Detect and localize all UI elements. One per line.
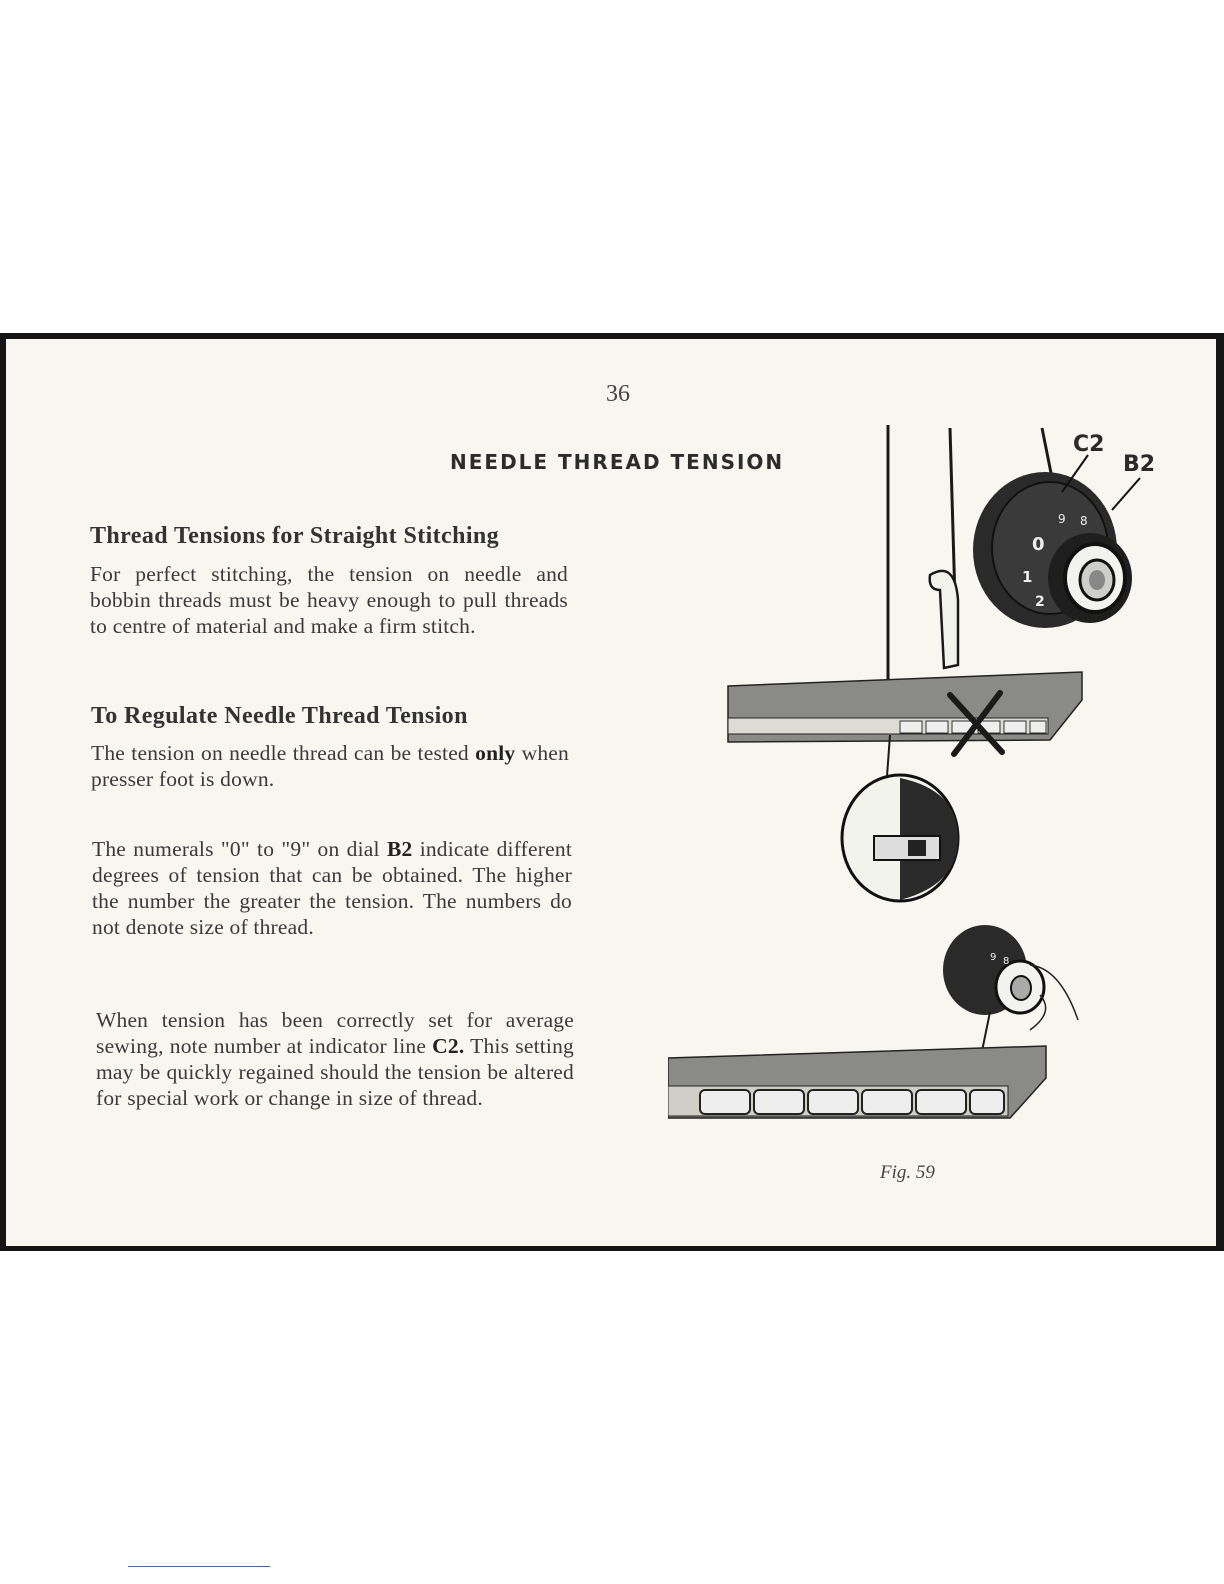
dial-number-0: 0 bbox=[1032, 534, 1045, 555]
heading-regulate-tension: To Regulate Needle Thread Tension bbox=[91, 703, 468, 729]
dial-number-9: 9 bbox=[1058, 512, 1066, 526]
paragraph-straight-stitching: For perfect stitching, the tension on needle and bobbin threads must be heavy enough to pull threads to centre of material and make a firm stitch. bbox=[90, 562, 568, 638]
dial-number-2: 2 bbox=[1035, 594, 1045, 610]
label-c2: C2 bbox=[1073, 432, 1105, 457]
tension-dial-icon bbox=[973, 472, 1132, 628]
section-title: NEEDLE THREAD TENSION bbox=[450, 450, 785, 474]
thread-guide bbox=[930, 571, 958, 668]
figure-caption: Fig. 59 bbox=[880, 1162, 935, 1183]
page-number: 36 bbox=[606, 381, 630, 407]
footnote-rule bbox=[128, 1566, 270, 1567]
b2-pointer bbox=[1112, 478, 1140, 510]
small-dial-number-8: 8 bbox=[1003, 956, 1010, 967]
thread-line-3 bbox=[1042, 428, 1052, 478]
bobbin-case-icon bbox=[842, 775, 958, 901]
dial-number-8: 8 bbox=[1080, 514, 1088, 528]
dial-number-1: 1 bbox=[1022, 568, 1033, 586]
label-b2: B2 bbox=[1123, 452, 1156, 477]
small-tension-dial-icon bbox=[943, 925, 1078, 1030]
heading-straight-stitching: Thread Tensions for Straight Stitching bbox=[90, 523, 500, 549]
small-dial-number-9: 9 bbox=[990, 952, 997, 963]
paragraph-average-sewing: When tension has been correctly set for average sewing, note number at indicator line C2. This setting may be quickly regained should the tension be altered for special work or change in size of thread. bbox=[96, 1008, 575, 1110]
tension-illustration bbox=[668, 410, 1216, 1170]
paragraph-numerals: The numerals "0" to "9" on dial B2 indicate different degrees of tension that can be obtained. The higher the number the greater the tension. The numbers do not denote size of thread. bbox=[92, 837, 572, 939]
paragraph-test-tension: The tension on needle thread can be tested only when presser foot is down. bbox=[91, 741, 569, 791]
